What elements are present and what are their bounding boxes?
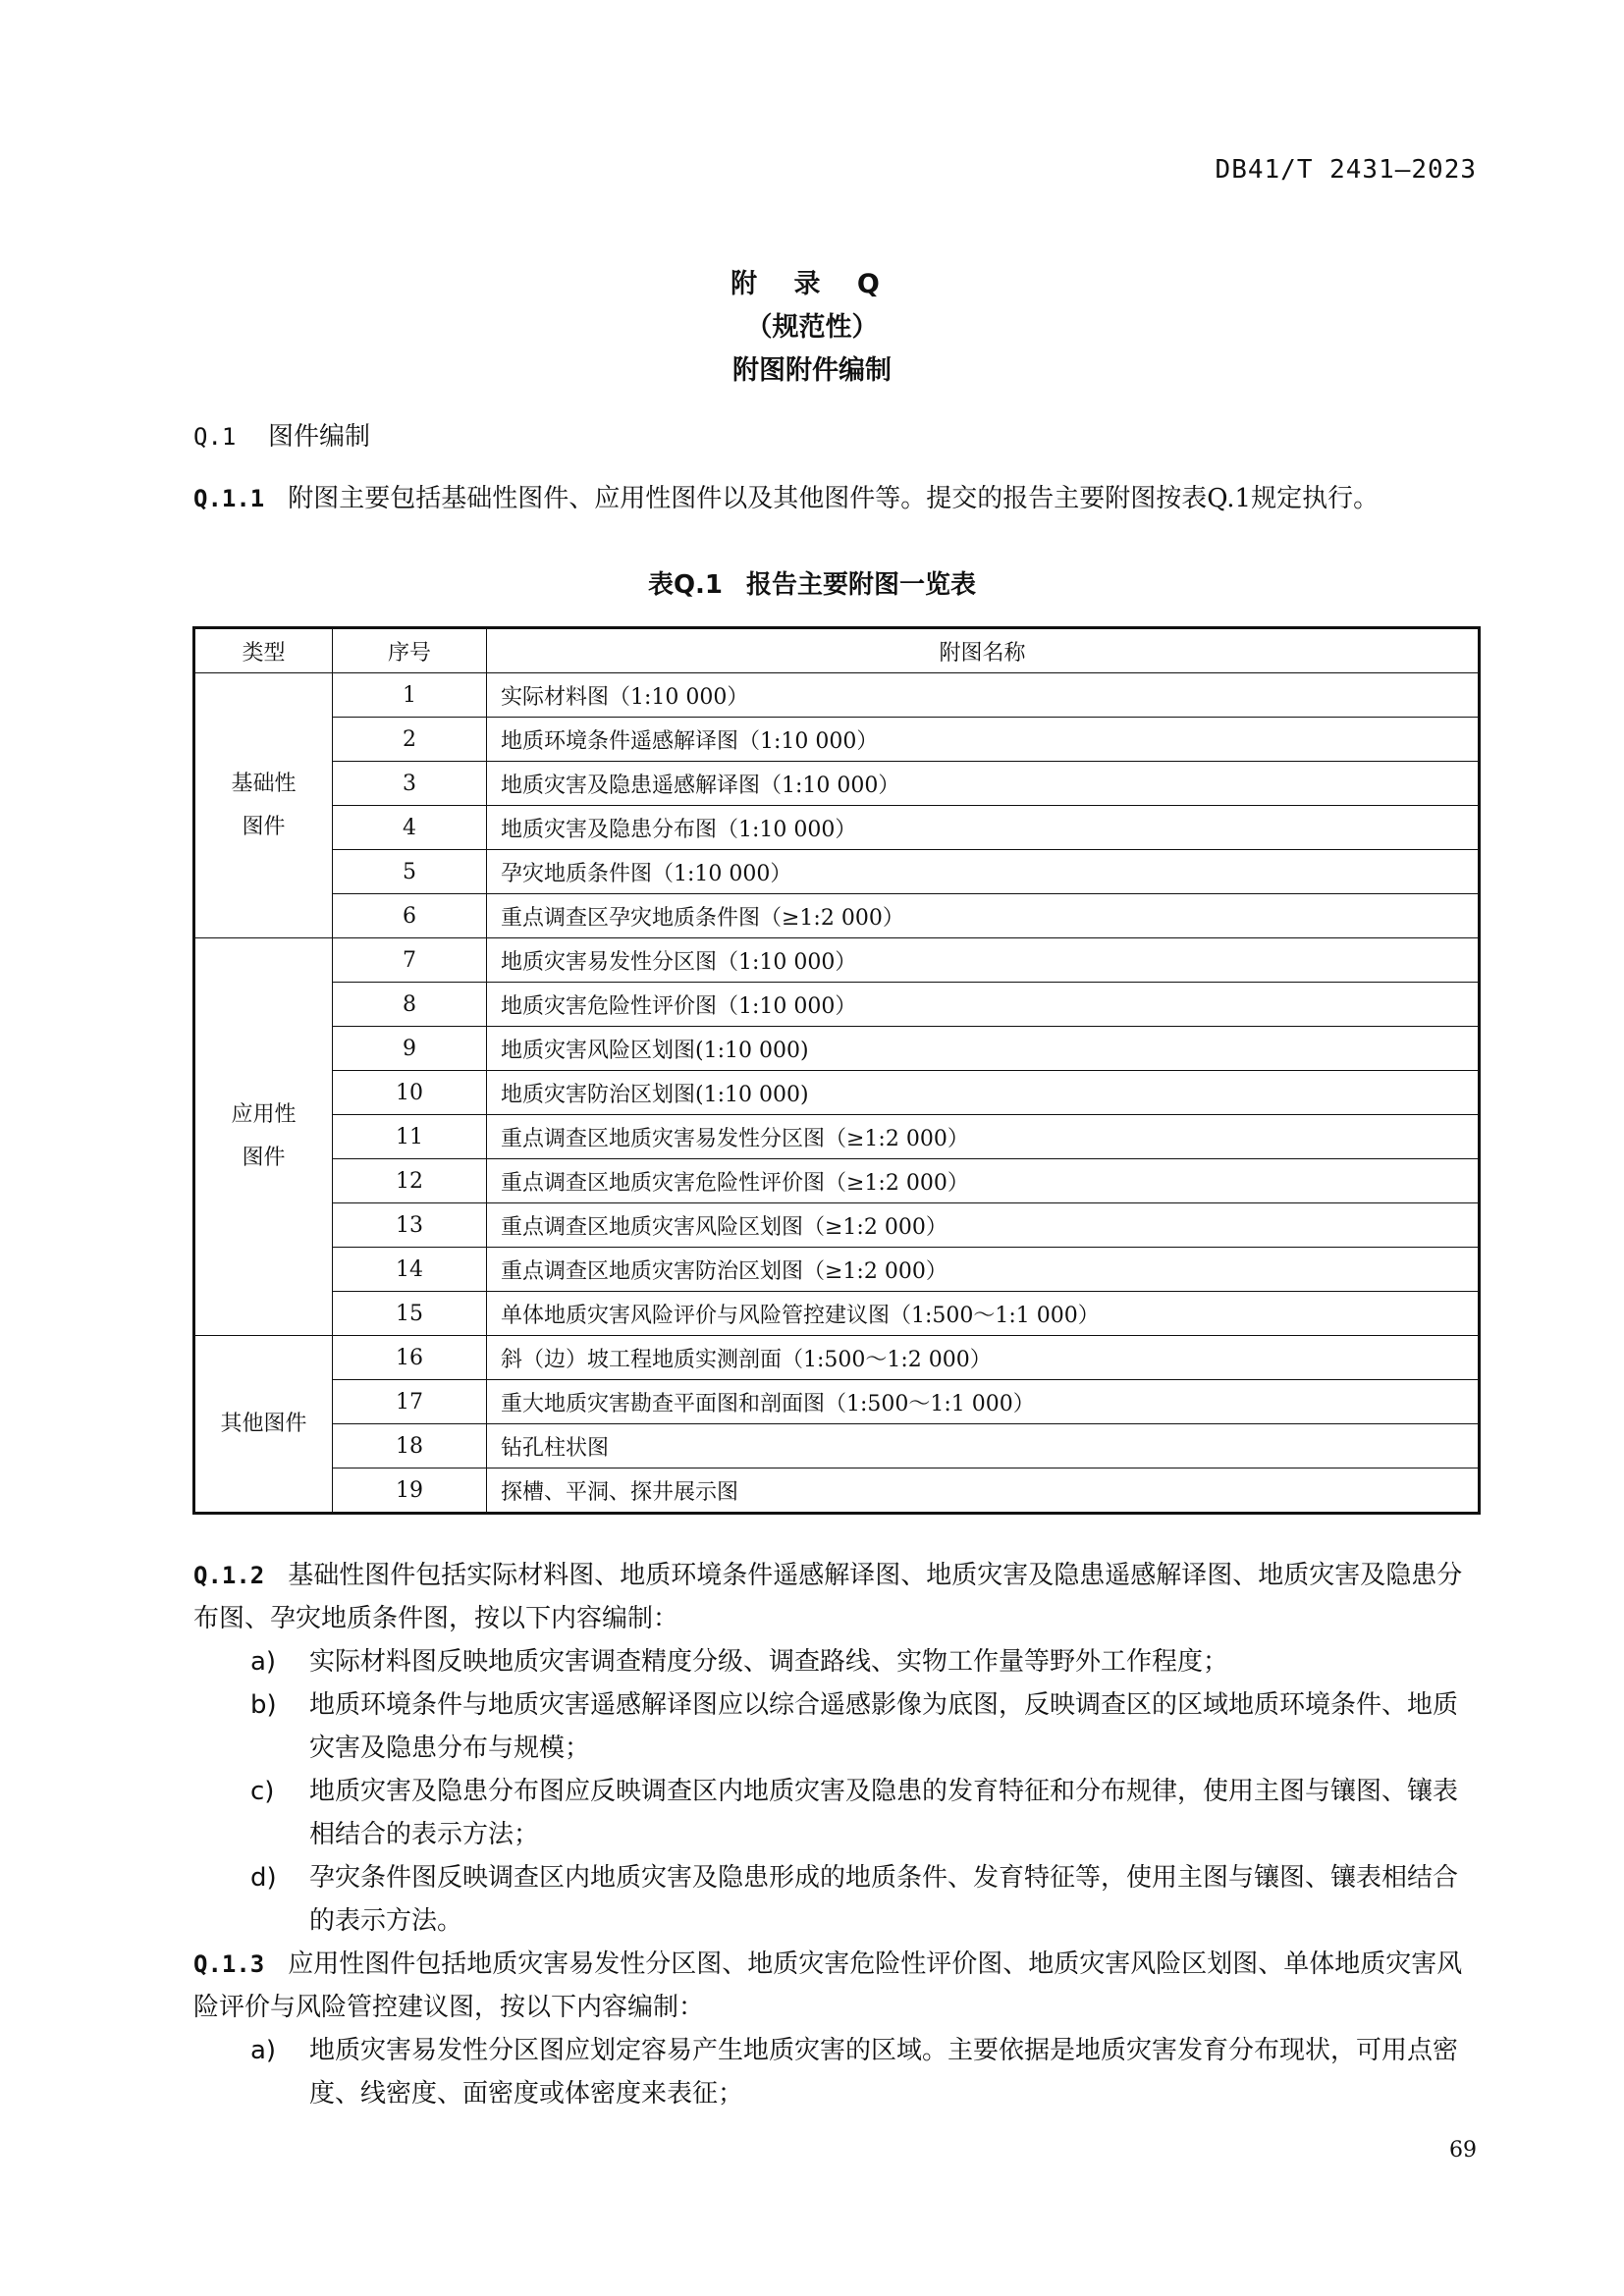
table-row xyxy=(194,1468,1480,1514)
list-item xyxy=(193,2029,1480,2115)
appendix-label: 附 录 Q xyxy=(731,269,893,299)
row-number: 15 xyxy=(333,1292,487,1336)
row-number: 14 xyxy=(333,1248,487,1292)
list-text: 地质灾害及隐患分布图应反映调查区内地质灾害及隐患的发育特征和分布规律，使用主图与镶图、镶表相结合的表示方法； xyxy=(309,1777,1459,1849)
row-name: 地质灾害及隐患分布图（1:10 000） xyxy=(487,806,1480,850)
page-number: 69 xyxy=(1449,2138,1477,2163)
row-number: 6 xyxy=(333,894,487,938)
table-row xyxy=(194,1115,1480,1159)
list-label: a) xyxy=(250,1647,277,1677)
table-row xyxy=(194,1380,1480,1424)
row-name: 地质灾害防治区划图(1:10 000) xyxy=(487,1071,1480,1115)
list-text: 地质环境条件与地质灾害遥感解译图应以综合遥感影像为底图，反映调查区的区域地质环境条件、地质灾害及隐患分布与规模； xyxy=(309,1690,1459,1763)
row-name: 地质灾害及隐患遥感解译图（1:10 000） xyxy=(487,762,1480,806)
table-row xyxy=(194,718,1480,762)
table-row xyxy=(194,894,1480,938)
group-label: 应用性图件 xyxy=(231,1102,297,1170)
table-row xyxy=(194,806,1480,850)
section-q1-heading xyxy=(193,416,370,453)
row-name: 地质灾害易发性分区图（1:10 000） xyxy=(487,938,1480,983)
row-number: 1 xyxy=(333,673,487,718)
table-row xyxy=(194,1203,1480,1248)
row-name: 重点调查区地质灾害易发性分区图（≥1:2 000） xyxy=(487,1115,1480,1159)
clause-number: Q.1.1 xyxy=(193,485,265,512)
row-name: 单体地质灾害风险评价与风险管控建议图（1:500～1:1 000） xyxy=(487,1292,1480,1336)
table-row xyxy=(194,1071,1480,1115)
figure-list-table xyxy=(192,626,1481,1515)
clause-number: Q.1.2 xyxy=(193,1562,265,1589)
row-name: 重点调查区地质灾害防治区划图（≥1:2 000） xyxy=(487,1248,1480,1292)
row-name: 地质灾害危险性评价图（1:10 000） xyxy=(487,983,1480,1027)
table-row xyxy=(194,938,1480,983)
clause-number: Q.1.3 xyxy=(193,1950,265,1978)
row-number: 2 xyxy=(333,718,487,762)
appendix-name: 附图附件编制 xyxy=(732,355,892,386)
table-title: 报告主要附图一览表 xyxy=(746,570,977,600)
list-item xyxy=(193,1683,1480,1770)
clause-text: 应用性图件包括地质灾害易发性分区图、地质灾害危险性评价图、地质灾害风险区划图、单体地质灾害风险评价与风险管控建议图，按以下内容编制： xyxy=(193,1949,1463,2022)
row-number: 5 xyxy=(333,850,487,894)
table-caption xyxy=(0,564,1624,601)
row-name: 重点调查区地质灾害风险区划图（≥1:2 000） xyxy=(487,1203,1480,1248)
table-row xyxy=(194,1027,1480,1071)
group-other xyxy=(194,1336,333,1514)
appendix-title xyxy=(0,263,1624,393)
group-basic xyxy=(194,673,333,938)
row-name: 重点调查区孕灾地质条件图（≥1:2 000） xyxy=(487,894,1480,938)
group-label: 基础性图件 xyxy=(231,771,297,839)
list-item xyxy=(193,1640,1480,1683)
section-number: Q.1 xyxy=(193,423,237,451)
table-row xyxy=(194,1424,1480,1468)
row-name: 地质环境条件遥感解译图（1:10 000） xyxy=(487,718,1480,762)
section-title: 图件编制 xyxy=(268,422,371,452)
row-name: 钻孔柱状图 xyxy=(487,1424,1480,1468)
row-number: 8 xyxy=(333,983,487,1027)
row-name: 实际材料图（1:10 000） xyxy=(487,673,1480,718)
row-number: 9 xyxy=(333,1027,487,1071)
list-item xyxy=(193,1770,1480,1856)
row-name: 重点调查区地质灾害危险性评价图（≥1:2 000） xyxy=(487,1159,1480,1203)
row-number: 12 xyxy=(333,1159,487,1203)
row-number: 18 xyxy=(333,1424,487,1468)
table-row xyxy=(194,850,1480,894)
clause-text: 基础性图件包括实际材料图、地质环境条件遥感解译图、地质灾害及隐患遥感解译图、地质灾害及隐患分布图、孕灾地质条件图，按以下内容编制： xyxy=(193,1561,1463,1633)
list-label: d) xyxy=(250,1863,277,1893)
table-row xyxy=(194,983,1480,1027)
list-label: a) xyxy=(250,2036,277,2065)
list-label: c) xyxy=(250,1777,275,1806)
header-number: 序号 xyxy=(333,628,487,673)
row-number: 4 xyxy=(333,806,487,850)
header-type: 类型 xyxy=(194,628,333,673)
row-name: 重大地质灾害勘查平面图和剖面图（1:500～1:1 000） xyxy=(487,1380,1480,1424)
row-number: 10 xyxy=(333,1071,487,1115)
header-name: 附图名称 xyxy=(487,628,1480,673)
row-name: 地质灾害风险区划图(1:10 000) xyxy=(487,1027,1480,1071)
row-number: 16 xyxy=(333,1336,487,1380)
row-name: 探槽、平洞、探井展示图 xyxy=(487,1468,1480,1514)
clause-q13-list xyxy=(193,2029,1480,2115)
list-item xyxy=(193,1856,1480,1943)
table-row xyxy=(194,762,1480,806)
clause-text: 附图主要包括基础性图件、应用性图件以及其他图件等。提交的报告主要附图按表Q.1规定执行。 xyxy=(288,484,1380,513)
table-header-row xyxy=(194,628,1480,673)
row-name: 孕灾地质条件图（1:10 000） xyxy=(487,850,1480,894)
table-row xyxy=(194,1248,1480,1292)
row-number: 17 xyxy=(333,1380,487,1424)
row-number: 19 xyxy=(333,1468,487,1514)
list-text: 孕灾条件图反映调查区内地质灾害及隐患形成的地质条件、发育特征等，使用主图与镶图、镶表相结合的表示方法。 xyxy=(309,1863,1459,1936)
document-id: DB41/T 2431—2023 xyxy=(1215,155,1477,185)
list-text: 地质灾害易发性分区图应划定容易产生地质灾害的区域。主要依据是地质灾害发育分布现状，可用点密度、线密度、面密度或体密度来表征； xyxy=(309,2036,1459,2109)
group-label: 其他图件 xyxy=(220,1411,307,1436)
table-row xyxy=(194,1292,1480,1336)
clause-q11 xyxy=(193,477,1470,520)
table-row xyxy=(194,1336,1480,1380)
row-number: 13 xyxy=(333,1203,487,1248)
appendix-type: （规范性） xyxy=(745,312,879,343)
list-label: b) xyxy=(250,1690,277,1720)
row-number: 3 xyxy=(333,762,487,806)
row-number: 7 xyxy=(333,938,487,983)
table-row xyxy=(194,673,1480,718)
clause-q12-list xyxy=(193,1640,1480,1943)
clause-q13 xyxy=(193,1943,1470,2029)
clause-q12 xyxy=(193,1554,1470,1640)
row-number: 11 xyxy=(333,1115,487,1159)
list-text: 实际材料图反映地质灾害调查精度分级、调查路线、实物工作量等野外工作程度； xyxy=(309,1647,1229,1677)
table-number: 表Q.1 xyxy=(647,570,724,600)
table-row xyxy=(194,1159,1480,1203)
row-name: 斜（边）坡工程地质实测剖面（1:500～1:2 000） xyxy=(487,1336,1480,1380)
group-applied xyxy=(194,938,333,1336)
